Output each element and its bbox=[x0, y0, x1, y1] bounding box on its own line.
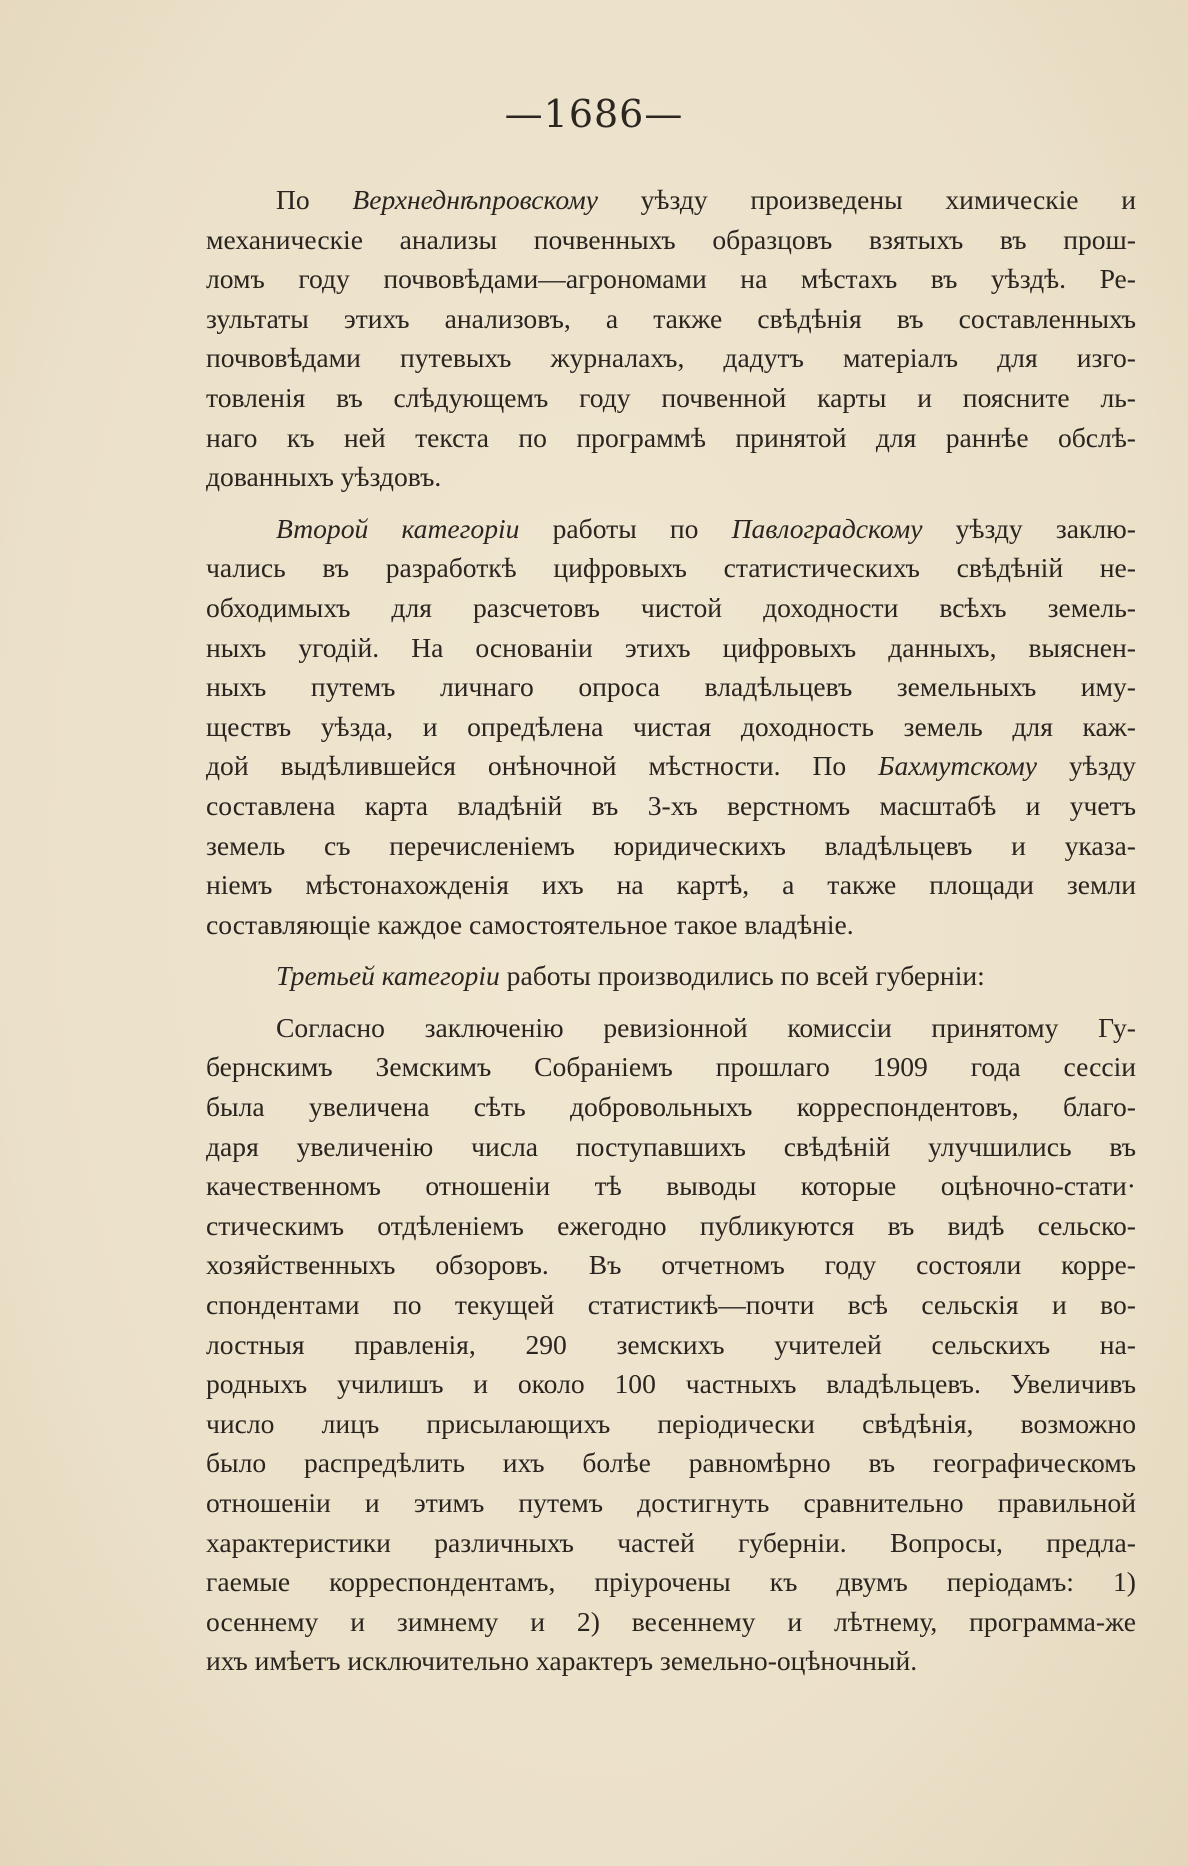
text-run: характеристики различныхъ частей губерніи. Вопросы, предла- bbox=[206, 1526, 1136, 1558]
text-line bbox=[206, 548, 1136, 588]
text-run: дой выдѣлившейся онѣночной мѣстности. По bbox=[206, 750, 879, 782]
text-line bbox=[206, 746, 1136, 786]
text-line bbox=[206, 1127, 1136, 1167]
paragraph bbox=[206, 509, 1136, 945]
text-line bbox=[206, 905, 1136, 945]
italic-term: Бахмутскому bbox=[878, 750, 1037, 782]
text-run: отношеніи и этимъ путемъ достигнуть сравнительно правильной bbox=[206, 1487, 1136, 1518]
text-line bbox=[206, 1602, 1136, 1642]
text-line bbox=[206, 865, 1136, 905]
text-run: было распредѣлить ихъ болѣе равномѣрно въ географическомъ bbox=[206, 1447, 1136, 1479]
text-line bbox=[206, 1443, 1136, 1483]
text-line bbox=[206, 1325, 1136, 1365]
text-line bbox=[206, 1166, 1136, 1206]
text-line bbox=[206, 1008, 1136, 1048]
text-run: лостныя правленія, 290 земскихъ учителей сельскихъ на- bbox=[206, 1328, 1136, 1360]
text-run: уѣзду заклю- bbox=[922, 512, 1136, 544]
text-line bbox=[206, 418, 1136, 458]
text-run: почвовѣдами путевыхъ журналахъ, дадутъ матеріалъ для изго- bbox=[206, 342, 1136, 374]
text-line bbox=[206, 956, 1136, 996]
text-run: стическимъ отдѣленіемъ ежегодно публикуются въ видѣ сельско- bbox=[206, 1209, 1136, 1241]
text-line bbox=[206, 259, 1136, 299]
text-line bbox=[206, 826, 1136, 866]
text-line bbox=[206, 1404, 1136, 1444]
text-line bbox=[206, 180, 1136, 220]
text-run: составляющіе каждое самостоятельное такое владѣніе. bbox=[206, 908, 854, 940]
text-run: дованныхъ уѣздовъ. bbox=[206, 461, 442, 493]
text-run: наго къ ней текста по программѣ принятой для раннѣе обслѣ- bbox=[206, 421, 1136, 453]
text-run: ломъ году почвовѣдами—агрономами на мѣстахъ въ уѣздѣ. Ре- bbox=[206, 263, 1136, 295]
italic-term: Третьей категоріи bbox=[276, 960, 500, 992]
text-line bbox=[206, 299, 1136, 339]
text-line bbox=[206, 1562, 1136, 1602]
text-run: ихъ имѣетъ исключительно характеръ земельно-оцѣночный. bbox=[206, 1645, 918, 1677]
text-run: ныхъ угодій. На основаніи этихъ цифровыхъ данныхъ, выяснен- bbox=[206, 631, 1136, 663]
text-line bbox=[206, 1285, 1136, 1325]
paragraph bbox=[206, 956, 1136, 996]
paragraph bbox=[206, 180, 1136, 497]
text-run: По bbox=[276, 184, 353, 215]
text-line bbox=[206, 509, 1136, 549]
text-line bbox=[206, 588, 1136, 628]
text-run: механическіе анализы почвенныхъ образцовъ взятыхъ въ прош- bbox=[206, 223, 1136, 255]
italic-term: Второй категоріи bbox=[276, 512, 520, 544]
text-run: гаемые корреспондентамъ, пріурочены къ двумъ періодамъ: 1) bbox=[206, 1566, 1136, 1598]
text-run: качественномъ отношеніи тѣ выводы которые оцѣночно-стати· bbox=[206, 1170, 1136, 1202]
text-line bbox=[206, 338, 1136, 378]
text-line bbox=[206, 1641, 1136, 1681]
text-run: число лицъ присылающихъ періодически свѣдѣнія, возможно bbox=[206, 1407, 1136, 1439]
text-line bbox=[206, 1523, 1136, 1563]
text-line bbox=[206, 1364, 1136, 1404]
page-number: —1686— bbox=[504, 92, 684, 136]
text-run: осеннему и зимнему и 2) весеннему и лѣтнему, программа-же bbox=[206, 1605, 1136, 1637]
text-run: хозяйственныхъ обзоровъ. Въ отчетномъ году состояли корре- bbox=[206, 1249, 1136, 1281]
text-line bbox=[206, 1483, 1136, 1523]
text-run: уѣзду произведены химическіе и bbox=[598, 184, 1136, 215]
text-run: была увеличена сѣть добровольныхъ корреспондентовъ, благо- bbox=[206, 1091, 1136, 1123]
text-run: товленія въ слѣдующемъ году почвенной карты и поясните ль- bbox=[206, 381, 1136, 413]
text-line bbox=[206, 457, 1136, 497]
text-line bbox=[206, 667, 1136, 707]
text-run: даря увеличенію числа поступавшихъ свѣдѣній улучшились въ bbox=[206, 1130, 1136, 1162]
text-line bbox=[206, 1245, 1136, 1285]
text-run: зультаты этихъ анализовъ, а также свѣдѣнія въ составленныхъ bbox=[206, 302, 1136, 334]
text-run: уѣзду bbox=[1036, 750, 1136, 782]
text-run: работы производились по всей губерніи: bbox=[499, 960, 985, 992]
text-run: чались въ разработкѣ цифровыхъ статистическихъ свѣдѣній не- bbox=[206, 552, 1136, 584]
paragraph bbox=[206, 1008, 1136, 1681]
italic-term: Павлоградскому bbox=[731, 512, 923, 544]
text-run: ніемъ мѣстонахожденія ихъ на картѣ, а также площади земли bbox=[206, 869, 1136, 901]
text-line bbox=[206, 707, 1136, 747]
text-run: родныхъ училишъ и около 100 частныхъ владѣльцевъ. Увеличивъ bbox=[206, 1368, 1136, 1400]
text-line bbox=[206, 786, 1136, 826]
text-line bbox=[206, 220, 1136, 260]
text-run: бернскимъ Земскимъ Собраніемъ прошлаго 1909 года сессіи bbox=[206, 1051, 1136, 1083]
italic-term: Верхнеднѣпровскому bbox=[352, 184, 598, 215]
text-line bbox=[206, 1047, 1136, 1087]
text-run: Согласно заключенію ревизіонной комиссіи принятому Гу- bbox=[276, 1011, 1136, 1043]
text-line bbox=[206, 1206, 1136, 1246]
text-line bbox=[206, 378, 1136, 418]
text-line bbox=[206, 628, 1136, 668]
text-run: ществъ уѣзда, и опредѣлена чистая доходность земель для каж- bbox=[206, 710, 1136, 742]
text-run: земель съ перечисленіемъ юридическихъ владѣльцевъ и указа- bbox=[206, 829, 1136, 861]
text-run: ныхъ путемъ личнаго опроса владѣльцевъ земельныхъ иму- bbox=[206, 671, 1136, 703]
body-text bbox=[206, 180, 1136, 1693]
text-run: обходимыхъ для разсчетовъ чистой доходности всѣхъ земель- bbox=[206, 591, 1136, 623]
text-run: работы по bbox=[519, 512, 732, 544]
text-run: составлена карта владѣній въ 3-хъ верстномъ масштабѣ и учетъ bbox=[206, 789, 1136, 821]
text-line bbox=[206, 1087, 1136, 1127]
text-run: спондентами по текущей статистикѣ—почти всѣ сельскія и во- bbox=[206, 1289, 1136, 1321]
